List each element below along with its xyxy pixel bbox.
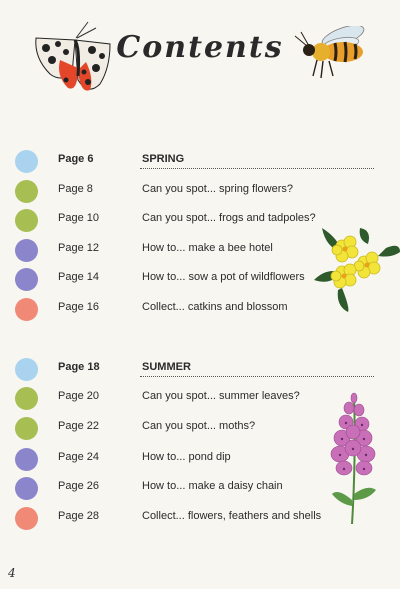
page-reference: Page 6 — [58, 153, 94, 165]
toc-entry — [0, 266, 400, 292]
page-reference: Page 8 — [58, 183, 93, 195]
color-dot — [15, 268, 38, 291]
color-dot — [15, 387, 38, 410]
toc-entry — [0, 385, 400, 411]
toc-entry — [0, 415, 400, 441]
page-reference: Page 14 — [58, 271, 99, 283]
entry-title: How to... make a daisy chain — [142, 480, 283, 492]
color-dot — [15, 507, 38, 530]
page-number: 4 — [8, 566, 16, 580]
section-heading: SUMMER — [142, 361, 191, 373]
color-dot — [15, 239, 38, 262]
color-dot — [15, 150, 38, 173]
toc-entry — [0, 296, 400, 322]
page-reference: Page 24 — [58, 451, 99, 463]
page-reference: Page 22 — [58, 420, 99, 432]
color-dot — [15, 209, 38, 232]
page-reference: Page 26 — [58, 480, 99, 492]
entry-title: Can you spot... moths? — [142, 420, 256, 432]
page-reference: Page 20 — [58, 390, 99, 402]
toc-entry — [0, 505, 400, 531]
entry-title: How to... pond dip — [142, 451, 231, 463]
entry-title: How to... make a bee hotel — [142, 242, 273, 254]
page-title: Contents — [116, 30, 284, 65]
entry-title: How to... sow a pot of wildflowers — [142, 271, 305, 283]
color-dot — [15, 180, 38, 203]
toc-entry-spring-header — [0, 148, 400, 174]
entry-title: Collect... flowers, feathers and shells — [142, 510, 322, 522]
entry-title: Can you spot... summer leaves? — [142, 390, 300, 402]
page-reference: Page 18 — [58, 361, 100, 373]
entry-title: Collect... catkins and blossom — [142, 301, 288, 313]
toc-entry — [0, 207, 400, 233]
page-reference: Page 28 — [58, 510, 99, 522]
color-dot — [15, 298, 38, 321]
toc-entry — [0, 446, 400, 472]
entry-title: Can you spot... frogs and tadpoles? — [142, 212, 316, 224]
bee-illustration — [283, 26, 369, 86]
toc-entry — [0, 178, 400, 204]
section-heading: SPRING — [142, 153, 185, 165]
toc-entry — [0, 475, 400, 501]
color-dot — [15, 448, 38, 471]
entry-title: Can you spot... spring flowers? — [142, 183, 294, 195]
toc-entry-summer-header — [0, 356, 400, 382]
color-dot — [15, 477, 38, 500]
section-divider — [140, 168, 374, 169]
section-divider — [140, 376, 374, 377]
color-dot — [15, 417, 38, 440]
page-reference: Page 16 — [58, 301, 99, 313]
color-dot — [15, 358, 38, 381]
toc-entry — [0, 237, 400, 263]
page-reference: Page 10 — [58, 212, 99, 224]
tiger-moth-illustration — [30, 18, 120, 98]
page-reference: Page 12 — [58, 242, 99, 254]
